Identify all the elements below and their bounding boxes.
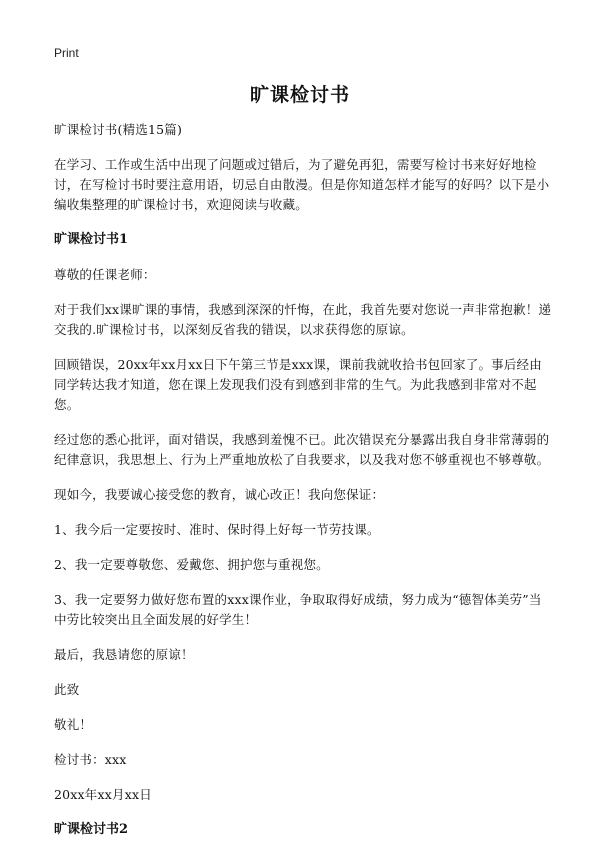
closing-line: 最后，我恳请您的原谅！ xyxy=(54,647,194,662)
sign-off-2: 敬礼！ xyxy=(54,717,93,732)
sign-off-1: 此致 xyxy=(54,682,80,697)
signature: 检讨书：xxx xyxy=(54,752,127,767)
greeting: 尊敬的任课老师： xyxy=(54,267,156,282)
section-heading-1: 旷课检讨书1 xyxy=(54,232,129,247)
pledge-item-1: 1、我今后一定要按时、准时、保时得上好每一节劳技课。 xyxy=(54,522,380,537)
intro-paragraph: 在学习、工作或生活中出现了问题或过错后，为了避免再犯，需要写检讨书来好好地检讨，在写检讨书时要注意用语，切忌自由散漫。但是你知道怎样才能写的好吗？以下是小编收集整理的旷课检讨书，欢迎阅读与收藏。 xyxy=(54,157,550,212)
pledge-item-3: 3、我一定要努力做好您布置的xxx课作业，争取取得好成绩，努力成为“德智体美劳”当中劳比较突出且全面发展的好学生！ xyxy=(54,592,542,627)
print-link[interactable]: Print xyxy=(54,46,79,60)
paragraph-2: 回顾错误，20xx年xx月xx日下午第三节是xxx课，课前我就收拾书包回家了。事后经由同学转达我才知道，您在课上发现我们没有到感到非常的生气。为此我感到非常对不起您。 xyxy=(54,357,542,412)
section-heading-2: 旷课检讨书2 xyxy=(54,822,129,837)
paragraph-4: 现如今，我要诚心接受您的教育，诚心改正！我向您保证： xyxy=(54,487,385,502)
document-body xyxy=(54,120,554,855)
pledge-item-2: 2、我一定要尊敬您、爱戴您、拥护您与重视您。 xyxy=(54,557,329,572)
date: 20xx年xx月xx日 xyxy=(54,787,152,802)
paragraph-3: 经过您的悉心批评，面对错误，我感到羞愧不已。此次错误充分暴露出我自身非常薄弱的纪律意识，我思想上、行为上严重地放松了自我要求，以及我对您不够重视也不够尊敬。 xyxy=(54,432,550,467)
page-title: 旷课检讨书 xyxy=(249,84,350,106)
paragraph-1: 对于我们xx课旷课的事情，我感到深深的忏悔，在此，我首先要对您说一声非常抱歉！递交我的.旷课检讨书，以深刻反省我的错误，以求获得您的原谅。 xyxy=(54,302,552,337)
doc-subtitle: 旷课检讨书(精选15篇) xyxy=(54,122,183,137)
